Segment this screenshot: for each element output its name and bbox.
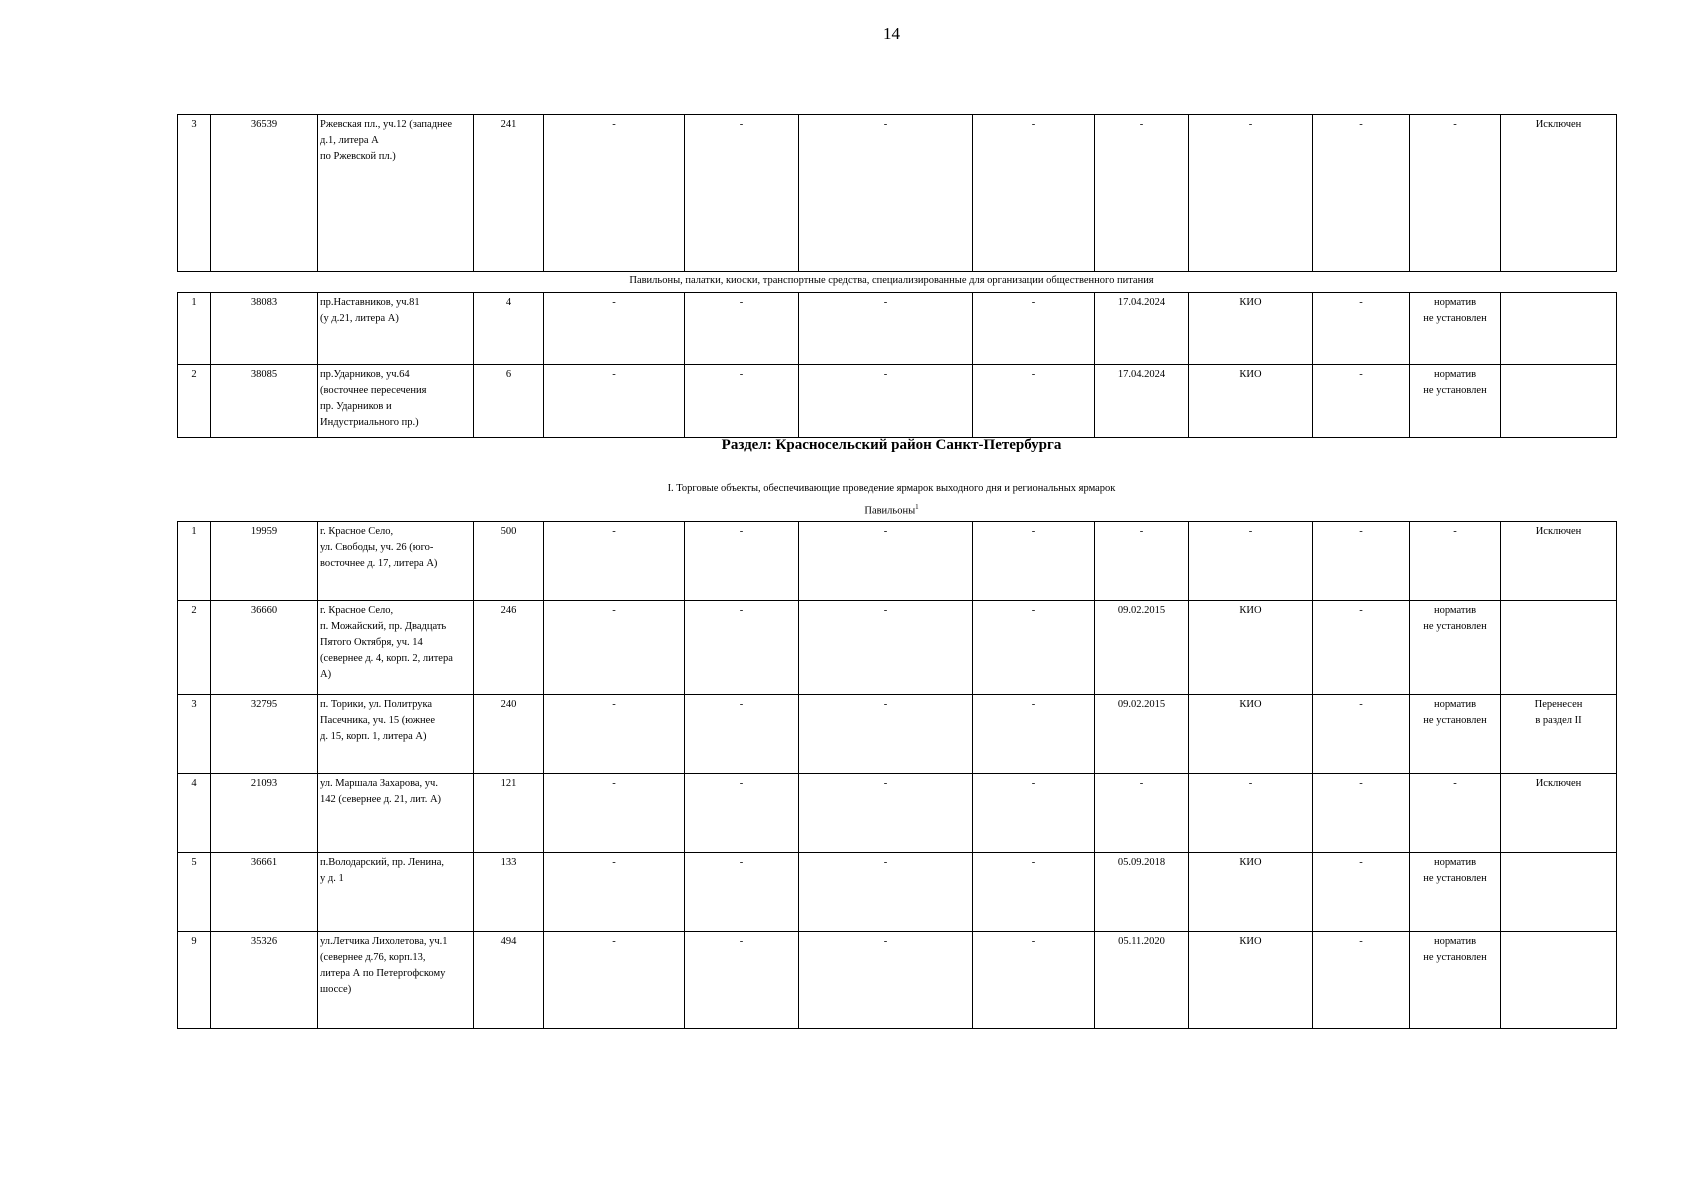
cell-date: 09.02.2015 bbox=[1095, 601, 1189, 695]
table-row bbox=[178, 932, 1617, 1029]
cell-code: 19959 bbox=[211, 522, 318, 601]
table-row bbox=[178, 115, 1617, 272]
table-row bbox=[178, 853, 1617, 932]
cell-c6: - bbox=[685, 115, 799, 272]
cell-c6: - bbox=[685, 695, 799, 774]
cell-code: 36661 bbox=[211, 853, 318, 932]
cell-c5: - bbox=[544, 695, 685, 774]
cell-c5: - bbox=[544, 774, 685, 853]
cell-c7: - bbox=[799, 932, 973, 1029]
cell-c5: - bbox=[544, 601, 685, 695]
table-food bbox=[177, 292, 1617, 438]
cell-address: ул. Маршала Захарова, уч. 142 (севернее д. 21, лит. А) bbox=[318, 774, 474, 853]
cell-code: 21093 bbox=[211, 774, 318, 853]
cell-org: - bbox=[1189, 115, 1313, 272]
cell-area: 240 bbox=[474, 695, 544, 774]
cell-c6: - bbox=[685, 601, 799, 695]
cell-c5: - bbox=[544, 522, 685, 601]
cell-num: 2 bbox=[178, 365, 211, 438]
cell-code: 36539 bbox=[211, 115, 318, 272]
pavilions-caption bbox=[0, 503, 1697, 517]
cell-address: Ржевская пл., уч.12 (западнее д.1, литера А по Ржевской пл.) bbox=[318, 115, 474, 272]
cell-area: 494 bbox=[474, 932, 544, 1029]
pavilions-footnote: 1 bbox=[915, 503, 919, 511]
cell-c8: - bbox=[973, 932, 1095, 1029]
cell-c11: - bbox=[1313, 601, 1410, 695]
table-row bbox=[178, 522, 1617, 601]
cell-code: 38085 bbox=[211, 365, 318, 438]
subsection-caption: I. Торговые объекты, обеспечивающие проведение ярмарок выходного дня и региональных ярмарок bbox=[667, 483, 1116, 494]
cell-org: - bbox=[1189, 522, 1313, 601]
cell-c7: - bbox=[799, 853, 973, 932]
table-row bbox=[178, 695, 1617, 774]
cell-c11: - bbox=[1313, 695, 1410, 774]
cell-c8: - bbox=[973, 365, 1095, 438]
cell-status: норматив не установлен bbox=[1410, 365, 1501, 438]
cell-c6: - bbox=[685, 522, 799, 601]
cell-date: 05.11.2020 bbox=[1095, 932, 1189, 1029]
cell-org: КИО bbox=[1189, 932, 1313, 1029]
cell-date: 17.04.2024 bbox=[1095, 365, 1189, 438]
cell-c5: - bbox=[544, 853, 685, 932]
cell-address: пр.Ударников, уч.64 (восточнее пересечения пр. Ударников и Индустриального пр.) bbox=[318, 365, 474, 438]
pavilions-label: Павильоны bbox=[864, 505, 916, 517]
cell-note: Исключен bbox=[1501, 522, 1617, 601]
cell-org: - bbox=[1189, 774, 1313, 853]
cell-c8: - bbox=[973, 601, 1095, 695]
cell-status: норматив не установлен bbox=[1410, 601, 1501, 695]
cell-date: - bbox=[1095, 774, 1189, 853]
cell-note bbox=[1501, 365, 1617, 438]
cell-status: - bbox=[1410, 522, 1501, 601]
cell-c7: - bbox=[799, 695, 973, 774]
cell-address: г. Красное Село, ул. Свободы, уч. 26 (юго- восточнее д. 17, литера А) bbox=[318, 522, 474, 601]
cell-c11: - bbox=[1313, 853, 1410, 932]
cell-num: 1 bbox=[178, 293, 211, 365]
cell-address: пр.Наставников, уч.81 (у д.21, литера А) bbox=[318, 293, 474, 365]
cell-org: КИО bbox=[1189, 601, 1313, 695]
cell-status: норматив не установлен bbox=[1410, 695, 1501, 774]
cell-org: КИО bbox=[1189, 853, 1313, 932]
cell-c11: - bbox=[1313, 774, 1410, 853]
table-row bbox=[178, 601, 1617, 695]
cell-code: 32795 bbox=[211, 695, 318, 774]
cell-status: - bbox=[1410, 115, 1501, 272]
cell-c5: - bbox=[544, 932, 685, 1029]
cell-c8: - bbox=[973, 774, 1095, 853]
cell-code: 35326 bbox=[211, 932, 318, 1029]
cell-c7: - bbox=[799, 115, 973, 272]
cell-org: КИО bbox=[1189, 293, 1313, 365]
cell-c11: - bbox=[1313, 115, 1410, 272]
cell-c7: - bbox=[799, 774, 973, 853]
table-row bbox=[178, 365, 1617, 438]
cell-area: 133 bbox=[474, 853, 544, 932]
cell-c5: - bbox=[544, 365, 685, 438]
cell-num: 3 bbox=[178, 115, 211, 272]
table-main bbox=[177, 521, 1617, 1029]
cell-date: - bbox=[1095, 115, 1189, 272]
cell-status: - bbox=[1410, 774, 1501, 853]
page-number: 14 bbox=[883, 24, 900, 43]
cell-area: 500 bbox=[474, 522, 544, 601]
table-row bbox=[178, 293, 1617, 365]
cell-area: 241 bbox=[474, 115, 544, 272]
cell-num: 1 bbox=[178, 522, 211, 601]
cell-c6: - bbox=[685, 932, 799, 1029]
cell-note: Перенесен в раздел II bbox=[1501, 695, 1617, 774]
cell-date: 17.04.2024 bbox=[1095, 293, 1189, 365]
caption-pavilions-food: Павильоны, палатки, киоски, транспортные средства, специализированные для организации общественного питания bbox=[629, 275, 1154, 286]
cell-num: 9 bbox=[178, 932, 211, 1029]
cell-num: 4 bbox=[178, 774, 211, 853]
table-row bbox=[178, 774, 1617, 853]
cell-c8: - bbox=[973, 293, 1095, 365]
cell-c6: - bbox=[685, 365, 799, 438]
cell-area: 6 bbox=[474, 365, 544, 438]
cell-address: п.Володарский, пр. Ленина, у д. 1 bbox=[318, 853, 474, 932]
cell-status: норматив не установлен bbox=[1410, 293, 1501, 365]
section-heading: Раздел: Красносельский район Санкт-Петербурга bbox=[721, 437, 1062, 453]
cell-note bbox=[1501, 601, 1617, 695]
cell-c7: - bbox=[799, 601, 973, 695]
cell-c8: - bbox=[973, 695, 1095, 774]
cell-c6: - bbox=[685, 293, 799, 365]
cell-status: норматив не установлен bbox=[1410, 853, 1501, 932]
cell-c11: - bbox=[1313, 522, 1410, 601]
cell-c11: - bbox=[1313, 293, 1410, 365]
cell-status: норматив не установлен bbox=[1410, 932, 1501, 1029]
cell-c11: - bbox=[1313, 365, 1410, 438]
cell-code: 36660 bbox=[211, 601, 318, 695]
cell-address: г. Красное Село, п. Можайский, пр. Двадцать Пятого Октября, уч. 14 (севернее д. 4, корп. 2, литера А) bbox=[318, 601, 474, 695]
cell-c7: - bbox=[799, 293, 973, 365]
cell-c7: - bbox=[799, 365, 973, 438]
cell-c6: - bbox=[685, 853, 799, 932]
cell-c8: - bbox=[973, 522, 1095, 601]
cell-c8: - bbox=[973, 115, 1095, 272]
cell-code: 38083 bbox=[211, 293, 318, 365]
cell-note bbox=[1501, 932, 1617, 1029]
cell-note bbox=[1501, 293, 1617, 365]
cell-date: - bbox=[1095, 522, 1189, 601]
cell-area: 121 bbox=[474, 774, 544, 853]
cell-address: п. Торики, ул. Политрука Пасечника, уч. 15 (южнее д. 15, корп. 1, литера А) bbox=[318, 695, 474, 774]
cell-c8: - bbox=[973, 853, 1095, 932]
cell-note: Исключен bbox=[1501, 115, 1617, 272]
cell-area: 246 bbox=[474, 601, 544, 695]
cell-note bbox=[1501, 853, 1617, 932]
cell-c7: - bbox=[799, 522, 973, 601]
cell-note: Исключен bbox=[1501, 774, 1617, 853]
cell-c5: - bbox=[544, 115, 685, 272]
cell-org: КИО bbox=[1189, 365, 1313, 438]
cell-num: 2 bbox=[178, 601, 211, 695]
table-top bbox=[177, 114, 1617, 272]
cell-org: КИО bbox=[1189, 695, 1313, 774]
cell-c5: - bbox=[544, 293, 685, 365]
cell-num: 3 bbox=[178, 695, 211, 774]
cell-c11: - bbox=[1313, 932, 1410, 1029]
cell-date: 09.02.2015 bbox=[1095, 695, 1189, 774]
cell-num: 5 bbox=[178, 853, 211, 932]
cell-c6: - bbox=[685, 774, 799, 853]
cell-address: ул.Летчика Лихолетова, уч.1 (севернее д.76, корп.13, литера А по Петергофскому шоссе) bbox=[318, 932, 474, 1029]
cell-area: 4 bbox=[474, 293, 544, 365]
cell-date: 05.09.2018 bbox=[1095, 853, 1189, 932]
